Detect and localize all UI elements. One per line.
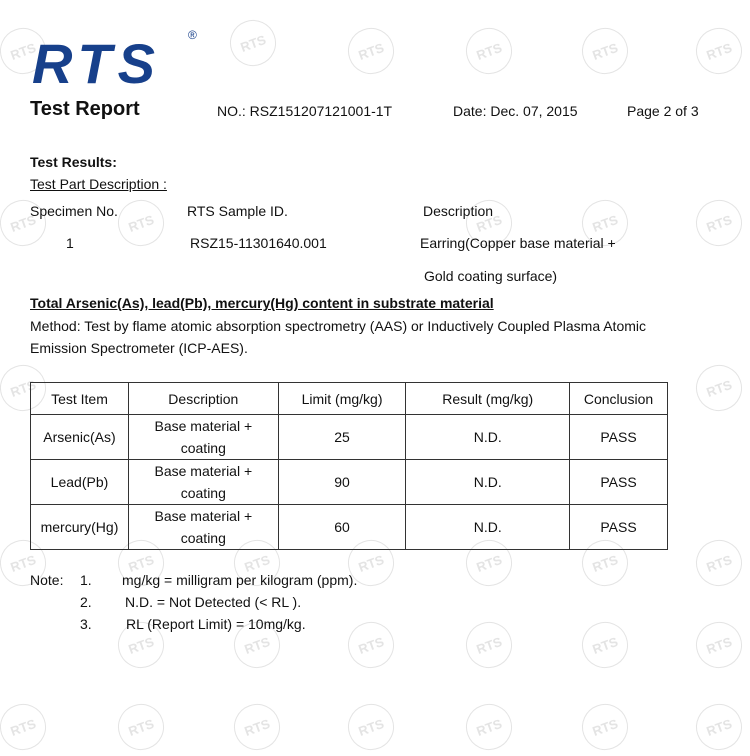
description-col-header: Description [423,203,494,219]
table-row [31,460,668,505]
method-line1: Method: Test by flame atomic absorption spectrometry (AAS) or Inductively Coupled Plasma Atomic [30,318,647,334]
cell-test-item: Lead(Pb) [31,460,129,505]
sample-id: RSZ15-11301640.001 [190,235,327,251]
report-title: Test Report [30,98,140,120]
rts-watermark: RTS [460,194,519,253]
header-result: Result (mg/kg) [406,383,570,415]
cell-limit: 90 [278,460,406,505]
note-text: N.D. = Not Detected (< RL ). [125,594,302,610]
note-text: mg/kg = milligram per kilogram (ppm). [122,572,358,588]
table-row [31,415,668,460]
cell-limit: 25 [278,415,406,460]
cell-limit: 60 [278,505,406,550]
note-number: 1. [80,572,92,588]
rts-watermark: RTS [228,698,287,756]
part-description-heading: Test Part Description : [30,176,167,192]
cell-result: N.D. [406,415,570,460]
specimen-description-line2: Gold coating surface) [424,268,558,284]
rts-watermark: RTS [112,616,171,675]
rts-watermark: RTS [690,194,749,253]
results-heading: Test Results: [30,154,117,170]
report-date: Date: Dec. 07, 2015 [453,103,578,119]
rts-watermark: RTS [576,534,635,593]
rts-watermark: RTS [690,698,749,756]
rts-watermark: RTS [690,534,749,593]
table-header-row [31,383,668,415]
specimen-description-line1: Earring(Copper base material + [420,235,616,251]
rts-logo [32,28,197,95]
rts-watermark: RTS [576,616,635,675]
rts-watermark: RTS [460,698,519,756]
cell-description-line1: Base material + [154,418,253,434]
rts-watermark: RTS [690,22,749,81]
section-title: Total Arsenic(As), lead(Pb), mercury(Hg) content in substrate material [30,295,494,311]
cell-description [128,460,278,505]
rts-watermark: RTS [0,194,52,253]
method-line2: Emission Spectrometer (ICP-AES). [30,340,248,356]
header-conclusion: Conclusion [570,383,668,415]
rts-watermark: RTS [690,359,749,418]
cell-result: N.D. [406,460,570,505]
cell-description-line1: Base material + [154,508,253,524]
rts-watermark: RTS [460,616,519,675]
note-number: 3. [80,616,92,632]
table-row [31,505,668,550]
header-description: Description [128,383,278,415]
cell-description-line2: coating [180,485,226,501]
cell-conclusion: PASS [570,460,668,505]
cell-description [128,415,278,460]
cell-conclusion: PASS [570,505,668,550]
rts-watermark: RTS [576,698,635,756]
rts-watermark: RTS [576,194,635,253]
rts-watermark: RTS [224,14,283,73]
cell-description [128,505,278,550]
registered-mark: ® [188,28,197,42]
cell-conclusion: PASS [570,415,668,460]
rts-watermark: RTS [0,534,52,593]
page-number: Page 2 of 3 [627,103,699,119]
rts-watermark: RTS [0,359,52,418]
rts-watermark: RTS [576,22,635,81]
rts-watermark: RTS [460,534,519,593]
rts-watermark: RTS [0,22,52,81]
rts-watermark: RTS [228,534,287,593]
specimen-col-header: Specimen No. [30,203,118,219]
rts-watermark: RTS [460,22,519,81]
note-label: Note: [30,572,64,588]
rts-watermark: RTS [0,698,52,756]
rts-watermark: RTS [690,616,749,675]
cell-result: N.D. [406,505,570,550]
rts-watermark: RTS [342,22,401,81]
note-number: 2. [80,594,92,610]
rts-watermark: RTS [112,698,171,756]
report-number: NO.: RSZ151207121001-1T [217,103,393,119]
cell-description-line2: coating [180,530,226,546]
rts-watermark: RTS [112,194,171,253]
rts-watermark: RTS [342,698,401,756]
results-table [30,382,668,550]
logo-text: RTS [32,32,161,95]
note-text: RL (Report Limit) = 10mg/kg. [126,616,306,632]
cell-description-line2: coating [180,440,226,456]
rts-watermark: RTS [342,534,401,593]
sample-id-col-header: RTS Sample ID. [187,203,288,219]
rts-watermark: RTS [228,616,287,675]
cell-description-line1: Base material + [154,463,253,479]
header-test-item: Test Item [31,383,129,415]
cell-test-item: Arsenic(As) [31,415,129,460]
specimen-number: 1 [66,235,74,251]
cell-test-item: mercury(Hg) [31,505,129,550]
header-limit: Limit (mg/kg) [278,383,406,415]
rts-watermark: RTS [112,534,171,593]
rts-watermark: RTS [342,616,401,675]
